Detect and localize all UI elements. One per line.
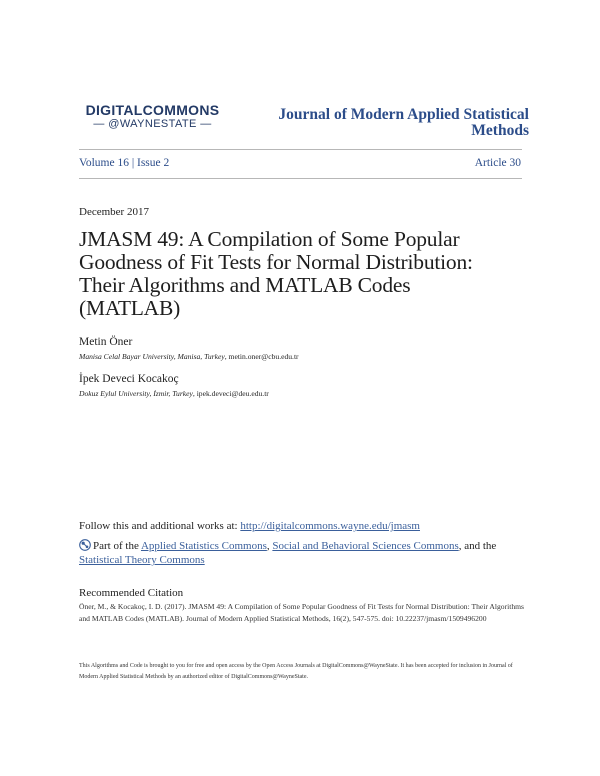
- commons-separator: ,: [266, 540, 273, 552]
- affiliation-text: Manisa Celal Bayar University, Manisa, Turkey: [79, 352, 225, 361]
- recommended-citation-heading: Recommended Citation: [79, 587, 184, 599]
- title-line: (MATLAB): [79, 296, 181, 320]
- digitalcommons-logo[interactable]: [80, 103, 225, 131]
- paper-title: [79, 228, 529, 320]
- journal-title-line2: Methods: [471, 122, 529, 139]
- access-footnote: This Algorithms and Code is brought to you for free and open access by the Open Access Journals at DigitalCommons@WayneState. It has been accepted for inclusion in Journal of Modern Applied Statistical Methods by an authorized editor of DigitalCommons@WayneState.: [79, 663, 513, 680]
- follow-line: [79, 520, 420, 532]
- commons-link-statistical-theory[interactable]: Statistical Theory Commons: [79, 554, 205, 566]
- author-email: , metin.oner@cbu.edu.tr: [224, 352, 299, 361]
- recommended-citation-text: Öner, M., & Kocakoç, I. D. (2017). JMASM 49: A Compilation of Some Popular Goodness of Fit Tests for Normal Distribution: Their Algorithms and MATLAB Codes (MATLAB). Journal of Modern Applied Statistical Methods, 16(2), 547-575. doi: 10.22237/jmasm/1509496200: [79, 602, 524, 623]
- title-line: JMASM 49: A Compilation of Some Popular: [79, 227, 460, 251]
- article-number: Article 30: [474, 157, 521, 169]
- author-affiliation-2: [79, 389, 269, 398]
- author-name-1: Metin Öner: [79, 336, 133, 348]
- commons-link-applied-statistics[interactable]: Applied Statistics Commons: [140, 540, 267, 552]
- logo-line1: DIGITALCOMMONS: [85, 102, 220, 118]
- commons-link-social-behavioral[interactable]: Social and Behavioral Sciences Commons: [272, 540, 459, 552]
- title-line: Their Algorithms and MATLAB Codes: [79, 273, 411, 297]
- header-divider-top: [79, 149, 522, 150]
- network-icon: [79, 539, 91, 551]
- commons-separator: , and the: [458, 540, 497, 552]
- part-of-line: [79, 539, 529, 567]
- volume-issue-link[interactable]: Volume 16 | Issue 2: [79, 157, 170, 169]
- publication-date: December 2017: [79, 206, 149, 218]
- logo-line2: — @WAYNESTATE —: [93, 118, 212, 130]
- author-affiliation-1: [79, 352, 299, 361]
- header-divider-bottom: [79, 178, 522, 179]
- journal-title[interactable]: [229, 107, 529, 139]
- journal-title-line1: Journal of Modern Applied Statistical: [278, 106, 529, 123]
- follow-label: Follow this and additional works at:: [79, 520, 241, 532]
- author-email: , ipek.deveci@deu.edu.tr: [192, 389, 269, 398]
- title-line: Goodness of Fit Tests for Normal Distribution:: [79, 250, 473, 274]
- part-of-label: Part of the: [93, 540, 141, 552]
- follow-url-link[interactable]: http://digitalcommons.wayne.edu/jmasm: [240, 520, 420, 532]
- author-name-2: İpek Deveci Kocakoç: [79, 373, 179, 385]
- affiliation-text: Dokuz Eylul University, İzmir, Turkey: [79, 389, 193, 398]
